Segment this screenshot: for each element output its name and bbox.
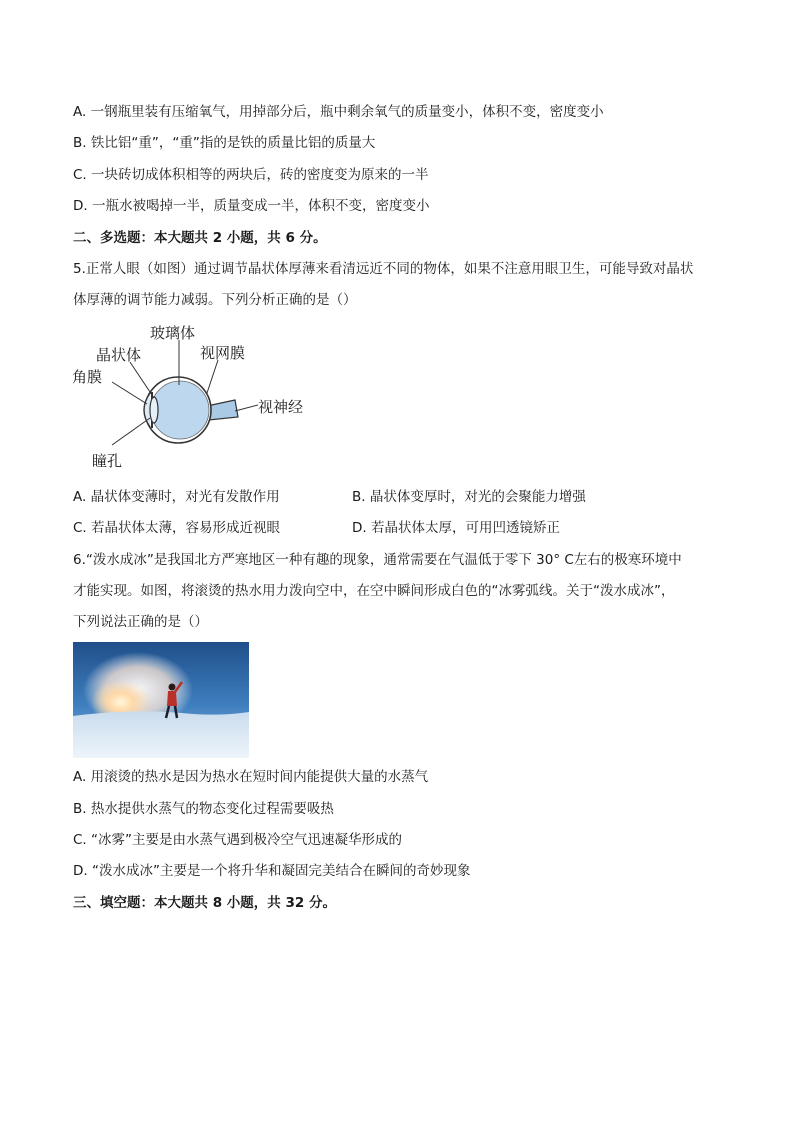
q5-option-d: D. 若晶状体太厚，可用凹透镜矫正 (352, 520, 560, 536)
retina-leader-line (207, 360, 218, 393)
label-lens: 晶状体 (96, 346, 142, 364)
pupil-leader-line (112, 418, 150, 445)
q4-option-a: A. 一钢瓶里装有压缩氧气，用掉部分后，瓶中剩余氧气的质量变小，体积不变，密度变小 (73, 104, 604, 120)
q5-stem-line-2: 体厚薄的调节能力减弱。下列分析正确的是（） (73, 292, 357, 308)
q5-option-b: B. 晶状体变厚时，对光的会聚能力增强 (352, 489, 586, 505)
section-heading-multiple-choice: 二、多选题：本大题共 2 小题，共 6 分。 (73, 230, 327, 246)
q6-stem-line-1: 6.“泼水成冰”是我国北方严寒地区一种有趣的现象，通常需要在气温低于零下 30° C左右的极寒环境中 (73, 552, 682, 568)
vitreous-body-shape (151, 381, 209, 439)
q6-option-b: B. 热水提供水蒸气的物态变化过程需要吸热 (73, 801, 334, 817)
label-optic-nerve: 视神经 (258, 398, 304, 416)
label-vitreous: 玻璃体 (150, 324, 196, 342)
q6-option-a: A. 用滚烫的热水是因为热水在短时间内能提供大量的水蒸气 (73, 769, 429, 785)
lens-shape (150, 397, 158, 423)
label-pupil: 瞳孔 (92, 452, 123, 470)
label-retina: 视网膜 (200, 344, 246, 362)
q5-option-a: A. 晶状体变薄时，对光有发散作用 (73, 489, 280, 505)
lens-leader-line (130, 362, 154, 398)
photo-person-body (167, 691, 177, 706)
q4-option-d: D. 一瓶水被喝掉一半，质量变成一半，体积不变，密度变小 (73, 198, 430, 214)
cornea-leader-line (112, 382, 147, 404)
q6-stem-line-3: 下列说法正确的是（） (73, 614, 208, 630)
section-heading-fill-in-blank: 三、填空题：本大题共 8 小题，共 32 分。 (73, 895, 336, 911)
optic-nerve-leader-line (235, 405, 258, 411)
q6-option-d: D. “泼水成冰”主要是一个将升华和凝固完美结合在瞬间的奇妙现象 (73, 863, 471, 879)
photo-snow-ground (73, 711, 249, 758)
photo-person-head (169, 684, 176, 691)
q5-option-c: C. 若晶状体太薄，容易形成近视眼 (73, 520, 281, 536)
q6-option-c: C. “冰雾”主要是由水蒸气遇到极冷空气迅速凝华形成的 (73, 832, 402, 848)
eye-diagram (70, 320, 320, 475)
q4-option-b: B. 铁比铝“重”，“重”指的是铁的质量比铝的质量大 (73, 135, 376, 151)
q4-option-c: C. 一块砖切成体积相等的两块后，砖的密度变为原来的一半 (73, 167, 429, 183)
q5-stem-line-1: 5.正常人眼（如图）通过调节晶状体厚薄来看清远近不同的物体，如果不注意用眼卫生，可能导致对晶状 (73, 261, 694, 277)
q6-stem-line-2: 才能实现。如图，将滚烫的热水用力泼向空中，在空中瞬间形成白色的“冰雾弧线。关于“泼水成冰”， (73, 583, 675, 599)
ice-mist-photo (73, 642, 249, 758)
label-cornea: 角膜 (72, 368, 103, 386)
